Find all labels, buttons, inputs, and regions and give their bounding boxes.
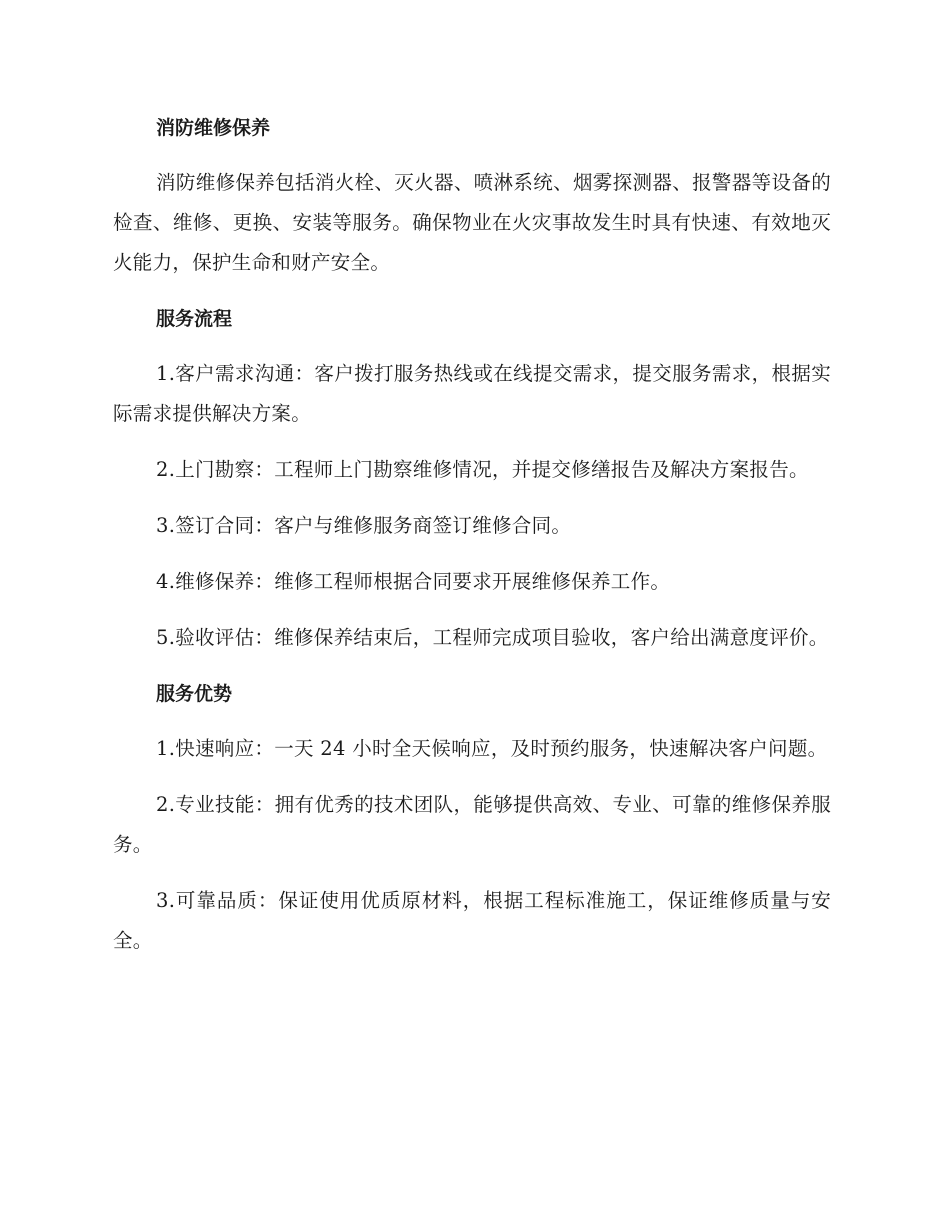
process-step-4: 4.维修保养：维修工程师根据合同要求开展维修保养工作。: [156, 570, 671, 593]
advantage-1: 1.快速响应：一天 24 小时全天候响应，及时预约服务，快速解决客户问题。: [156, 737, 828, 760]
process-step-3: 3.签订合同：客户与维修服务商签订维修合同。: [156, 514, 572, 537]
process-step-1: 1.客户需求沟通：客户拨打服务热线或在线提交需求，提交服务需求，根据实际需求提供解决方案。: [113, 362, 831, 425]
process-step-5: 5.验收评估：维修保养结束后，工程师完成项目验收，客户给出满意度评价。: [156, 626, 829, 649]
advantage-3: 3.可靠品质：保证使用优质原材料，根据工程标准施工，保证维修质量与安全。: [113, 889, 831, 952]
process-step-2: 2.上门勘察：工程师上门勘察维修情况，并提交修缮报告及解决方案报告。: [156, 458, 809, 481]
section-heading-fire-maintenance: 消防维修保养: [156, 117, 271, 139]
section-heading-service-process: 服务流程: [156, 308, 233, 330]
paragraph-intro: 消防维修保养包括消火栓、灭火器、喷淋系统、烟雾探测器、报警器等设备的检查、维修、更换、安装等服务。确保物业在火灾事故发生时具有快速、有效地灭火能力，保护生命和财产安全。: [113, 171, 831, 274]
section-heading-service-advantages: 服务优势: [156, 683, 233, 705]
advantage-2: 2.专业技能：拥有优秀的技术团队，能够提供高效、专业、可靠的维修保养服务。: [113, 793, 831, 856]
document-page: [113, 108, 831, 961]
